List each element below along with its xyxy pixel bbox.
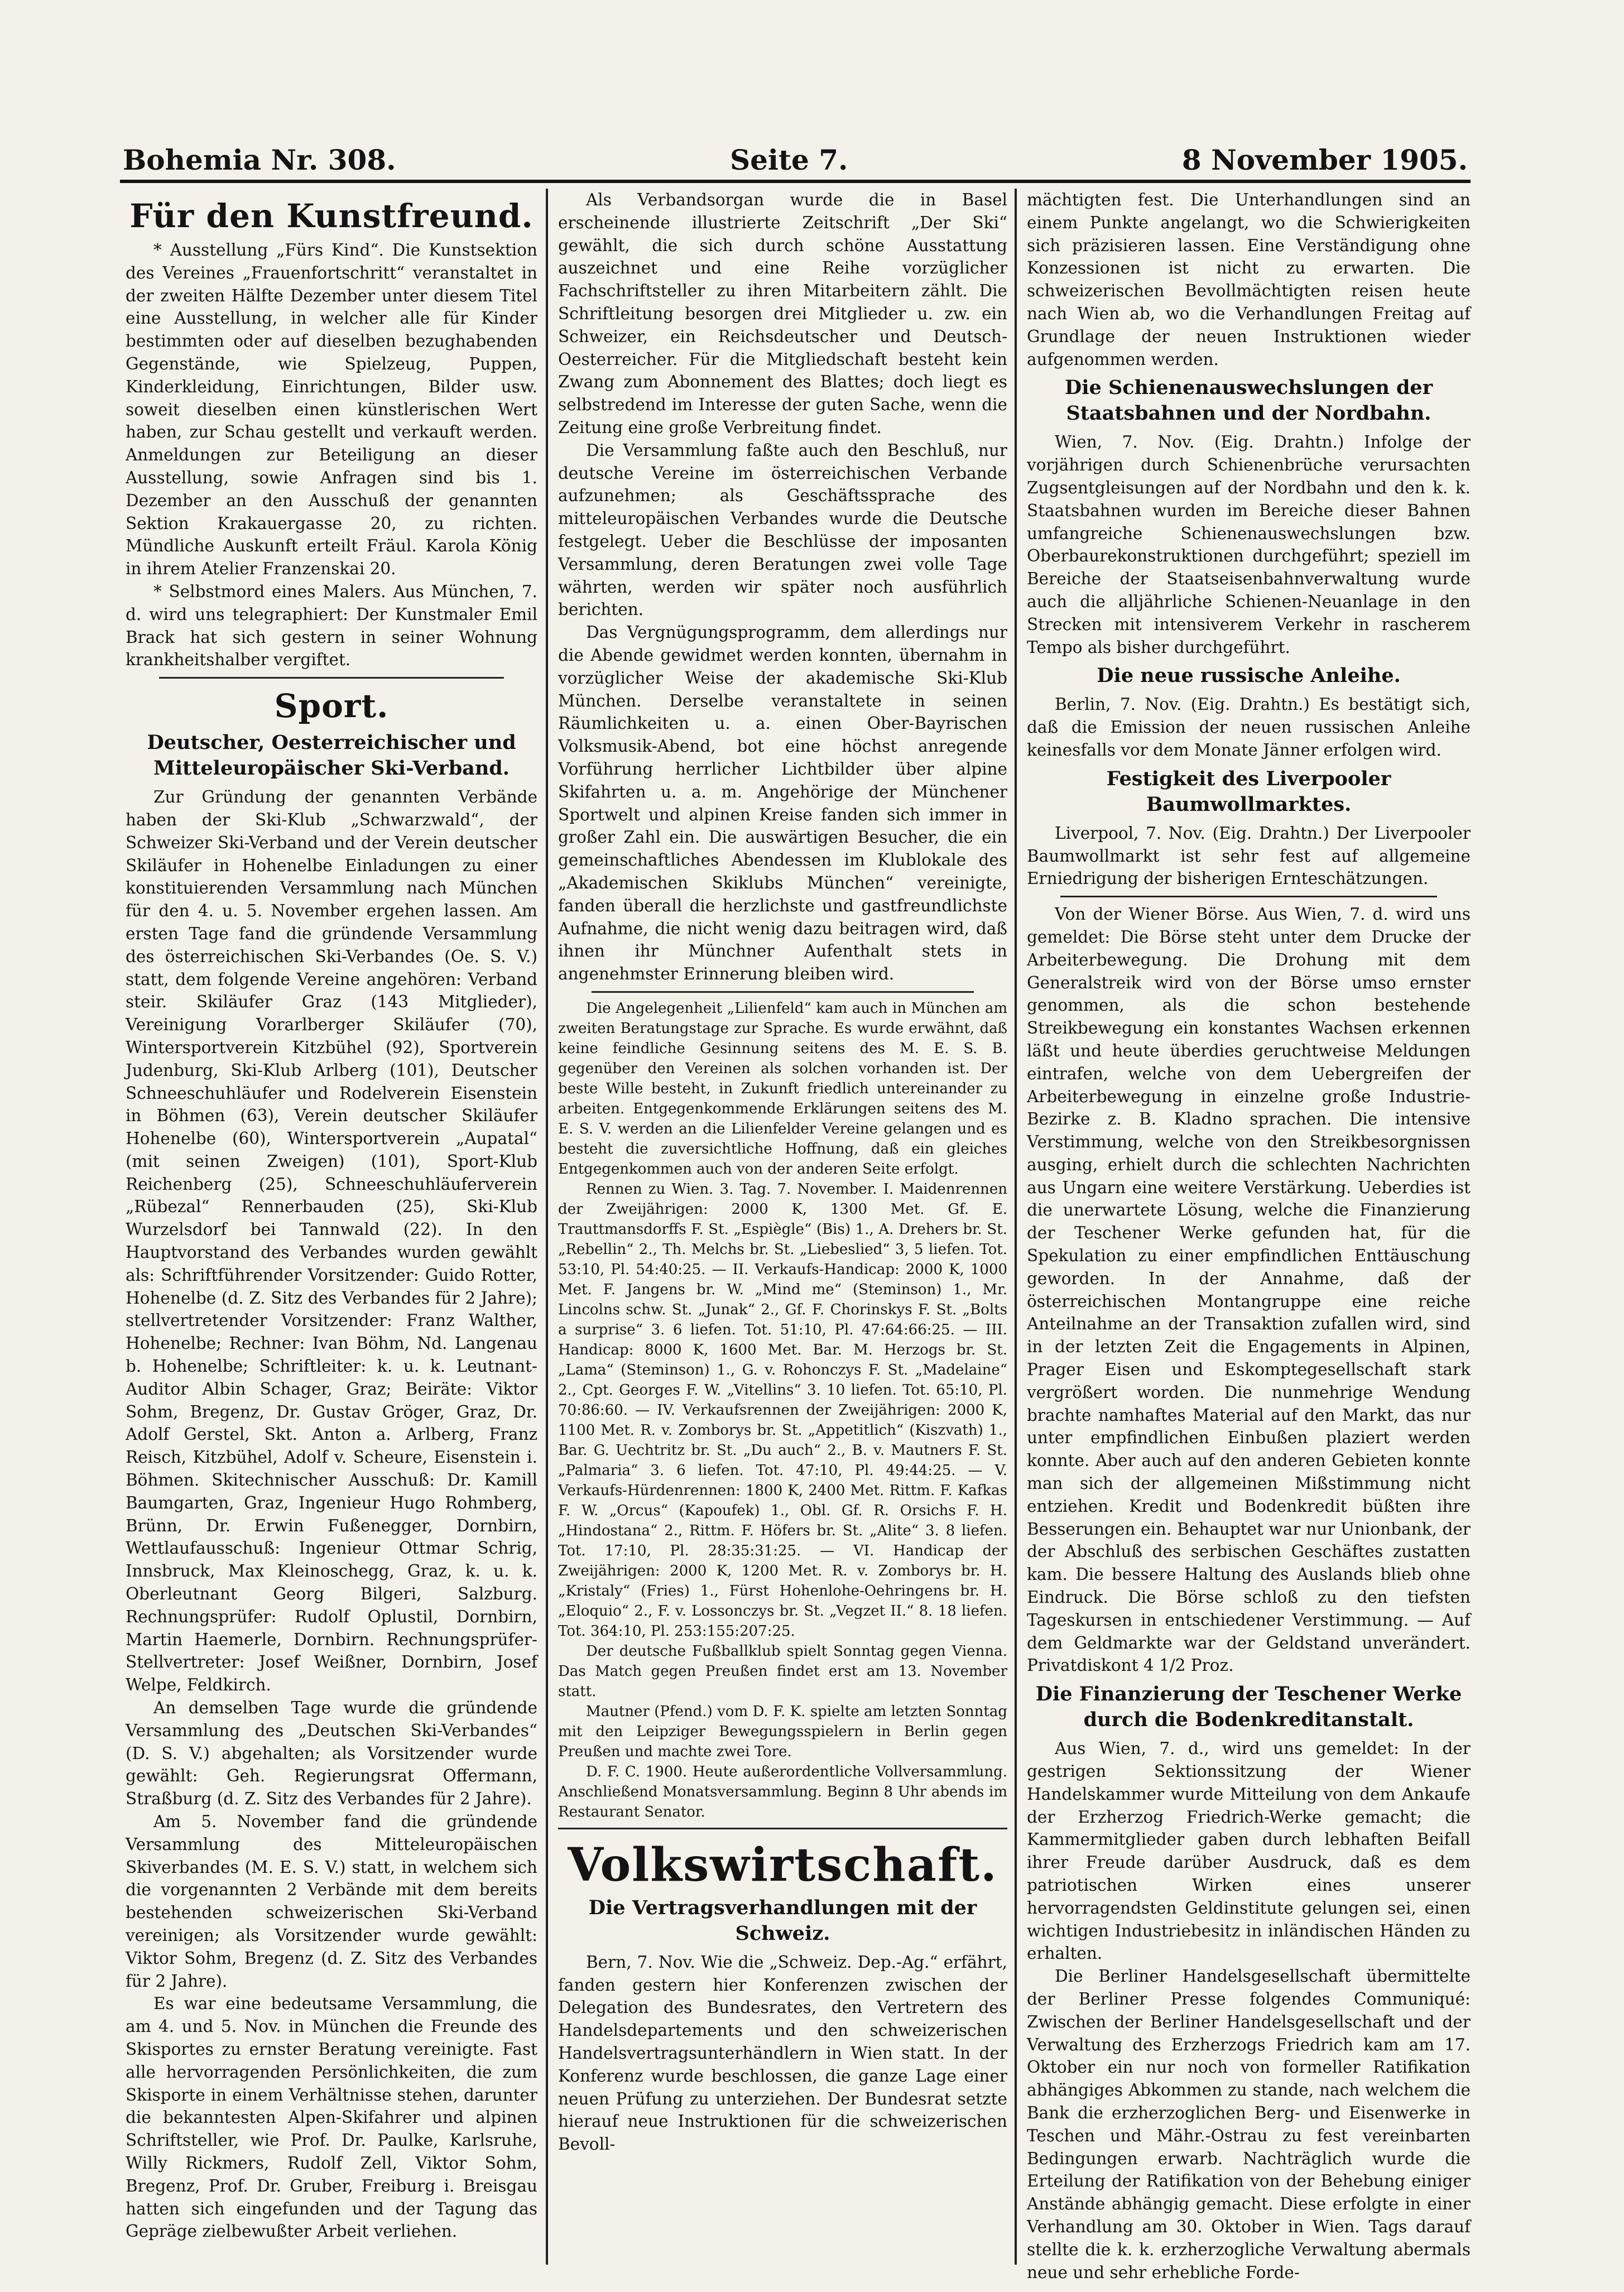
column-1	[126, 189, 537, 2265]
article-paragraph: An demselben Tage wurde die gründende Versammlung des „Deutschen Ski-Verbandes“ (D. S. V.) abgehalten; als Vorsitzender wurde gewählt: Geh. Regierungsrat Offermann, Straßburg (d. Z. Sitz des Verbandes für 2 Jahre).	[126, 1698, 537, 1809]
article-headline: Die Vertragsverhandlungen mit der Schweiz.	[588, 1896, 977, 1945]
article-headline: Festigkeit des Liverpooler Baumwollmarktes.	[1106, 767, 1391, 816]
issue-date: 8 November 1905.	[1181, 143, 1468, 176]
page-header	[123, 132, 1468, 176]
article-paragraph: Am 5. November fand die gründende Versammlung des Mitteleuropäischen Skiverbandes (M. E. S. V.) statt, in welchem sich die vorgenannten 2 Verbände mit dem bereits bestehenden schweizerischen Ski-Verband vereinigen; als Vorsitzender wurde gewählt: Viktor Sohm, Bregenz (d. Z. Sitz des Verbandes für 2 Jahre).	[126, 1812, 537, 1991]
section-title-sport: Sport.	[274, 687, 389, 725]
article-paragraph: Bern, 7. Nov. Wie die „Schweiz. Dep.-Ag.“ erfährt, fanden gestern hier Konferenzen zwischen der Delegation des Bundesrates, den Vertretern des Handelsdepartements und den schweizerischen Handelsvertragsunterhändlern in Wien statt. In der Konferenz wurde beschlossen, die ganze Lage einer neuen Prüfung zu unterziehen. Der Bundesrat setzte hierauf neue Instruktionen für die schweizerischen Bevoll-	[558, 1952, 1007, 2154]
masthead-issue: Bohemia Nr. 308.	[123, 143, 396, 176]
article-paragraph: Berlin, 7. Nov. (Eig. Drahtn.) Es bestätigt sich, daß die Emission der neuen russischen Anleihe keinesfalls vor dem Monate Jänner erfolgen wird.	[1027, 695, 1471, 760]
article-paragraph: Aus Wien, 7. d., wird uns gemeldet: In der gestrigen Sektionssitzung der Wiener Handelskammer wurde Mitteilung von dem Ankaufe der Erzherzog Friedrich-Werke gemacht; die Kammermitglieder gaben durch lebhaften Beifall ihrer Freude darüber Ausdruck, daß es dem patriotischen Wirken eines unserer hervorragendsten Geldinstitute gelungen sei, einen wichtigen Industriebesitz in inländischen Händen zu erhalten.	[1027, 1739, 1471, 1963]
section-rule	[558, 1828, 1007, 1829]
column-3	[1027, 189, 1471, 2282]
article-paragraph: Als Verbandsorgan wurde die in Basel erscheinende illustrierte Zeitschrift „Der Ski“ gewählt, die sich durch schöne Ausstattung auszeichnet und eine Reihe vorzüglicher Fachschriftsteller zu ihren Mitarbeitern zählt. Die Schriftleitung besorgen drei Mitglieder u. zw. ein Schweizer, ein Reichsdeutscher und Deutsch-Oesterreicher. Für die Mitgliedschaft besteht kein Zwang zum Abonnement des Blattes; doch liegt es selbstredend im Interesse der guten Sache, wenn die Zeitung eine große Verbreitung findet.	[558, 190, 1007, 437]
article-paragraph: mächtigten fest. Die Unterhandlungen sind an einem Punkte angelangt, wo die Schwierigkeiten sich präzisieren lassen. Eine Verständigung ohne Konzessionen ist nicht zu erwarten. Die schweizerischen Bevollmächtigten reisen heute nach Wien ab, wo die Verhandlungen Freitag auf Grundlage der neuen Instruktionen wieder aufgenommen werden.	[1027, 190, 1471, 369]
section-title-volkswirtschaft: Volkswirtschaft.	[568, 1838, 998, 1892]
column-divider	[546, 189, 548, 2265]
article-paragraph: Mautner (Pfend.) vom D. F. K. spielte am letzten Sonntag mit den Leipziger Bewegungsspielern in Berlin gegen Preußen und machte zwei Tore.	[558, 1703, 1007, 1760]
article-paragraph: D. F. C. 1900. Heute außerordentliche Vollversammlung. Anschließend Monatsversammlung. Beginn 8 Uhr abends im Restaurant Senator.	[558, 1763, 1007, 1820]
article-paragraph: Der deutsche Fußballklub spielt Sonntag gegen Vienna. Das Match gegen Preußen findet erst am 13. November statt.	[558, 1642, 1007, 1700]
section-title-kunst: Für den Kunstfreund.	[129, 197, 534, 235]
article-paragraph: Die Berliner Handelsgesellschaft übermittelte der Berliner Presse folgendes Communiqué: Zwischen der Berliner Handelsgesellschaft und der Verwaltung des Erzherzogs Friedrich kam am 17. Oktober ein nur noch von formeller Ratifikation abhängiges Abkommen zu stande, nach welchem die Bank die erzherzoglichen Berg- und Eisenwerke in Teschen und Mähr.-Ostrau zu fest vereinbarten Bedingungen erwarb. Nachträglich wurde die Erteilung der Ratifikation von der Behebung einiger Anstände abhängig gemacht. Diese erfolgte in einer Verhandlung am 30. Oktober in Wien. Tags darauf stellte die k. k. erzherzogliche Verwaltung abermals neue und sehr erhebliche Forde-	[1027, 1967, 1471, 2282]
article-headline: Die Schienenauswechslungen der Staatsbahnen und der Nordbahn.	[1064, 376, 1433, 425]
header-rule	[120, 180, 1471, 183]
column-divider	[1015, 189, 1017, 2265]
article-paragraph: * Selbstmord eines Malers. Aus München, 7. d. wird uns telegraphiert: Der Kunstmaler Emil Brack hat sich gestern in seiner Wohnung krankheitshalber vergiftet.	[126, 582, 537, 670]
article-paragraph: Wien, 7. Nov. (Eig. Drahtn.) Infolge der vorjährigen durch Schienenbrüche verursachten Zugsentgleisungen auf der Nordbahn und den k. k. Staatsbahnen wurden im Bereiche dieser Bahnen umfangreiche Schienenauswechslungen bzw. Oberbaurekonstruktionen durchgeführt; speziell im Bereiche der Staatseisenbahnverwaltung wurde auch die alljährliche Schienen-Neuanlage in den Strecken mit intensiverem Verkehr in rascherem Tempo als bisher durchgeführt.	[1027, 433, 1471, 657]
article-paragraph: Die Versammlung faßte auch den Beschluß, nur deutsche Vereine im österreichischen Verbande aufzunehmen; als Geschäftssprache des mitteleuropäischen Verbandes wurde die Deutsche festgelegt. Ueber die Beschlüsse der imposanten Versammlung, deren Beratungen zwei volle Tage währten, werden wir später noch ausführlich berichten.	[558, 440, 1007, 619]
article-paragraph: Von der Wiener Börse. Aus Wien, 7. d. wird uns gemeldet: Die Börse steht unter dem Drucke der Arbeiterbewegung. Die Drohung mit dem Generalstreik wird von der Börse umso ernster genommen, als die schon bestehende Streikbewegung ein konstantes Wachsen erkennen läßt und heute überdies geruchtweise Meldungen eintrafen, welche von dem Uebergreifen der Arbeiterbewegung in einzelne große Industrie-Bezirke z. B. Kladno sprachen. Die intensive Verstimmung, welche von den Streikbesorgnissen ausging, erhielt durch die schlechten Nachrichten aus Ungarn eine weitere Verstärkung. Ueberdies ist die unerwartete Lösung, welche die Finanzierung der Teschener Werke gefunden hat, für die Spekulation zu einer empfindlichen Enttäuschung geworden. In der Annahme, daß der österreichischen Montangruppe eine reiche Anteilnahme an der Transaktion zufallen wird, sind in der letzten Zeit die Engagements in Alpinen, Prager Eisen und Eskomptegesellschaft stark vergrößert worden. Die nunmehrige Wendung brachte namhaftes Material auf den Markt, das nur unter empfindlichen Einbußen plaziert werden konnte. Aber auch auf den anderen Gebieten konnte man sich der allgemeinen Mißstimmung nicht entziehen. Kredit und Bodenkredit büßten ihre Besserungen ein. Behauptet war nur Unionbank, der der Abschluß des serbischen Geschäftes zustatten kam. Die bessere Haltung des Auslands blieb ohne Eindruck. Die Börse schloß zu den tiefsten Tageskursen in entschiedener Verstimmung. — Auf dem Geldmarkte war der Geldstand unverändert. Privatdiskont 4 1/2 Proz.	[1027, 905, 1471, 1675]
article-headline: Die neue russische Anleihe.	[1097, 664, 1401, 688]
column-2	[558, 189, 1007, 2265]
article-paragraph: Liverpool, 7. Nov. (Eig. Drahtn.) Der Liverpooler Baumwollmarkt ist sehr fest auf allgemeine Erniedrigung der bisherigen Ernteschätzungen.	[1027, 823, 1471, 888]
article-headline: Die Finanzierung der Teschener Werke durch die Bodenkreditanstalt.	[1035, 1683, 1462, 1732]
article-paragraph: Das Vergnügungsprogramm, dem allerdings nur die Abende gewidmet werden konnten, übernahm in vorzüglicher Weise der akademische Ski-Klub München. Derselbe veranstaltete in seinen Räumlichkeiten u. a. einen Ober-Bayrischen Volksmusik-Abend, bot eine höchst anregende Vorführung herrlicher Lichtbilder über alpine Skifahrten u. a. m. Angehörige der Münchener Sportwelt und alpinen Kreise fanden sich immer in großer Zahl ein. Die auswärtigen Besucher, die ein gemeinschaftliches Abendessen im Klublokale des „Akademischen Skiklubs München“ vereinigte, fanden überall die herzlichste und gastfreundlichste Aufnahme, die nicht wenig dazu beitragen wird, daß ihnen ihr Münchner Aufenthalt stets in angenehmster Erinnerung bleiben wird.	[558, 623, 1007, 984]
page-number: Seite 7.	[729, 143, 848, 176]
article-paragraph: Rennen zu Wien. 3. Tag. 7. November. I. Maidenrennen der Zweijährigen: 2000 K, 1300 Met. Gf. E. Trauttmansdorffs F. St. „Espiègle“ (Bis) 1., A. Drehers br. St. „Rebellin“ 2., Th. Melchs br. St. „Liebeslied“ 3, 5 liefen. Tot. 53:10, Pl. 54:40:25. — II. Verkaufs-Handicap: 2000 K, 1000 Met. F. Jangens br. W. „Mind me“ (Steminson) 1., Mr. Lincolns schw. St. „Junak“ 2., Gf. F. Chorinskys F. St. „Bolts a surprise“ 3. 6 liefen. Tot. 51:10, Pl. 47:64:66:25. — III. Handicap: 8000 K, 1600 Met. Bar. M. Herzogs br. St. „Lama“ (Steminson) 1., G. v. Rohonczys F. St. „Madelaine“ 2., Cpt. Georges F. W. „Vitellins“ 3. 10 liefen. Tot. 65:10, Pl. 70:86:60. — IV. Verkaufsrennen der Zweijährigen: 2000 K, 1100 Met. R. v. Zomborys br. St. „Appetitlich“ (Kiszvath) 1., Bar. G. Uechtritz br. St. „Du auch“ 2., B. v. Mautners F. St. „Palmaria“ 3. 6 liefen. Tot. 47:10, Pl. 49:44:25. — V. Verkaufs-Hürdenrennen: 1800 K, 2400 Met. Rittm. F. Kafkas F. W. „Orcus“ (Kapoufek) 1., Obl. Gf. R. Orsichs F. H. „Hindostana“ 2., Rittm. F. Höfers br. St. „Alite“ 3. 8 liefen. Tot. 17:10, Pl. 28:35:31:25. — VI. Handicap der Zweijährigen: 2000 K, 1200 Met. R. v. Zomborys br. H. „Kristaly“ (Fries) 1., Fürst Hohenlohe-Oehringens br. H. „Eloquio“ 2., F. v. Lossonczys br. St. „Vegzet II.“ 8. 18 liefen. Tot. 364:10, Pl. 253:155:207:25.	[558, 1180, 1007, 1640]
section-rule	[159, 677, 504, 679]
article-paragraph: Es war eine bedeutsame Versammlung, die am 4. und 5. Nov. in München die Freunde des Skisportes zu ernster Beratung vereinigte. Fast alle hervorragenden Persönlichkeiten, die zum Skisporte in einem Verhältnisse stehen, darunter die bekanntesten Alpen-Skifahrer und alpinen Schriftsteller, wie Prof. Dr. Paulke, Karlsruhe, Willy Rickmers, Rudolf Zell, Viktor Sohm, Bregenz, Prof. Dr. Gruber, Freiburg i. Breisgau hatten sich eingefunden und der Tagung das Gepräge zielbewußter Arbeit verliehen.	[126, 1994, 537, 2241]
article-paragraph: * Ausstellung „Fürs Kind“. Die Kunstsektion des Vereines „Frauenfortschritt“ veranstaltet in der zweiten Hälfte Dezember unter diesem Titel eine Ausstellung, in welcher alle für Kinder bestimmten oder auf dieselben bezughabenden Gegenstände, wie Spielzeug, Puppen, Kinderkleidung, Einrichtungen, Bilder usw. soweit dieselben einen künstlerischen Wert haben, zur Schau gestellt und verkauft werden. Anmeldungen zur Beteiligung an dieser Ausstellung, sowie Anfragen sind bis 1. Dezember an den Ausschuß der genannten Sektion Krakauergasse 20, zu richten. Mündliche Auskunft erteilt Fräul. Karola König in ihrem Atelier Franzenskai 20.	[126, 241, 537, 579]
article-headline: Deutscher, Oesterreichischer und Mitteleuropäischer Ski-Verband.	[147, 731, 516, 780]
article-paragraph: Die Angelegenheit „Lilienfeld“ kam auch in München am zweiten Beratungstage zur Sprache. Es wurde erwähnt, daß keine feindliche Gesinnung seitens des M. E. S. B. gegenüber den Vereinen als solchen vorhanden ist. Der beste Wille besteht, in Zukunft friedlich untereinander zu arbeiten. Entgegenkommende Erklärungen seitens des M. E. S. V. werden an die Lilienfelder Vereine gelangen und es besteht die zuversichtliche Hoffnung, daß ein gleiches Entgegenkommen auch von der anderen Seite erfolgt.	[558, 1000, 1007, 1178]
item-rule	[1060, 896, 1437, 897]
item-rule	[592, 991, 974, 993]
article-paragraph: Zur Gründung der genannten Verbände haben der Ski-Klub „Schwarzwald“, der Schweizer Ski-Verband und der Verein deutscher Skiläufer in Hohenelbe Einladungen zu einer konstituierenden Versammlung nach München für den 4. u. 5. November ergehen lassen. Am ersten Tage fand die gründende Versammlung des österreichischen Ski-Verbandes (Oe. S. V.) statt, dem folgende Vereine angehören: Verband steir. Skiläufer Graz (143 Mitglieder), Vereinigung Vorarlberger Skiläufer (70), Wintersportverein Kitzbühel (92), Sportverein Judenburg, Ski-Klub Arlberg (101), Deutscher Schneeschuhläufer und Rodelverein Eisenstein in Böhmen (63), Verein deutscher Skiläufer Hohenelbe (60), Wintersportverein „Aupatal“ (mit seinen Zweigen) (101), Sport-Klub Reichenberg (25), Schneeschuhläuferverein „Rübezal“ Rennerbauden (25), Ski-Klub Wurzelsdorf bei Tannwald (22). In den Hauptvorstand des Verbandes wurden gewählt als: Schriftführender Vorsitzender: Guido Rotter, Hohenelbe (d. Z. Sitz des Verbandes für 2 Jahre); stellvertretender Vorsitzender: Franz Walther, Hohenelbe; Rechner: Ivan Böhm, Nd. Langenau b. Hohenelbe; Schriftleiter: k. u. k. Leutnant-Auditor Albin Schager, Graz; Beiräte: Viktor Sohm, Bregenz, Dr. Gustav Gröger, Graz, Dr. Adolf Gerstel, Skt. Anton a. Arlberg, Franz Reisch, Kitzbühel, Adolf v. Scheure, Eisenstein i. Böhmen. Skitechnischer Ausschuß: Dr. Kamill Baumgarten, Graz, Ingenieur Hugo Rohmberg, Brünn, Dr. Erwin Fußenegger, Dornbirn, Wettlaufausschuß: Ingenieur Ottmar Schrig, Innsbruck, Max Kleinoschegg, Graz, k. u. k. Oberleutnant Georg Bilgeri, Salzburg. Rechnungsprüfer: Rudolf Oplustil, Dornbirn, Martin Haemerle, Dornbirn. Rechnungsprüfer-Stellvertreter: Josef Weißner, Dornbirn, Josef Welpe, Feldkirch.	[126, 787, 537, 1695]
